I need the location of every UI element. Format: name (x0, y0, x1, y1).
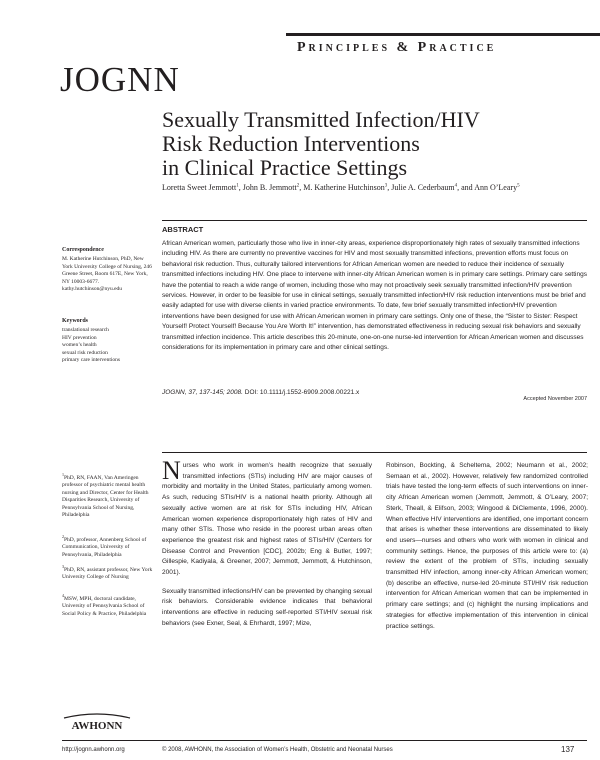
abstract-rule (162, 220, 587, 221)
affiliation-text: PhD, professor, Annenberg School of Communication, University of Pennsylvania, Philadelphia (62, 536, 147, 558)
affiliation-text: PhD, RN, assistant professor, New York University College of Nursing (62, 566, 153, 581)
author-sup: 4 (454, 183, 458, 189)
keywords-heading: Keywords (62, 318, 88, 324)
copyright: © 2008, AWHONN, the Association of Women’s Health, Obstetric and Neonatal Nurses (162, 747, 393, 753)
header-rule (286, 33, 600, 36)
body-paragraph: Sexually transmitted infections/HIV can be prevented by changing sexual risk behaviors. Considerable evidence indicates that behavioral interventions are effective in reducing self-reported STI/HIV sexual risk behaviors (see Exner, Seal, & Ehrhardt, 1997; Mize, (162, 587, 372, 627)
affiliation-sup: 3 (62, 564, 64, 569)
affiliation-3 (62, 563, 157, 582)
section-label: Principles & Practice (297, 40, 497, 55)
author-name: John B. Jemmott (242, 183, 297, 192)
author-list (162, 183, 582, 192)
body-paragraph (162, 456, 372, 579)
author-name: Ann O’Leary (474, 183, 518, 192)
keyword: translational research (62, 327, 109, 333)
abstract-heading: ABSTRACT (162, 225, 204, 234)
page-number: 137 (561, 745, 575, 754)
author-name: M. Katherine Hutchinson (303, 183, 385, 192)
body-paragraph: Robinson, Bockting, & Scheltema, 2002; Neumann et al., 2002; Semaan et al., 2002). However, relatively few randomized controlled trials have tested the long-term effects of such interventions on inner-city African American women (Jemmott, Jemmott, & O’Leary, 2007; Sterk, Theall, & Elifson, 2003; Wingood & DiClemente, 1996, 2000). When effective HIV interventions are identified, one important concern that arises is whether these interventions are disseminated to likely end users—nurses and others who work with women in clinical and community settings. Hence, the purposes of this article were to: (a) review the extent of the problem of STIs, including sexually transmitted HIV infection, among inner-city African American women; (b) describe an effective, nurse-led 20-minute STI/HIV risk reduction intervention for African American women that can be implemented in primary care settings; and (c) highlight the nursing implications and strategies for effective implementation of this intervention in clinical practice settings. (386, 462, 588, 630)
article-title (162, 108, 582, 180)
affiliation-sup: 2 (62, 534, 64, 539)
affiliation-sup: 4 (62, 593, 64, 598)
abstract-text: African American women, particularly those who live in inner-city areas, experience disproportionately high rates of sexually transmitted infections including HIV. As there are currently no preventive vaccines for HIV and most sexually transmitted infections, prevention efforts must focus on behavioral risk reduction. Thus, culturally tailored interventions for African American women are needed to reduce their incidence of sexually transmitted infections including HIV. One place to intervene with inner-city African American women is in primary care settings. Primary care settings have the potential to reach a wide range of women, including those who may not proactively seek sexually transmitted infection/HIV prevention services. However, in order to be feasible for use in clinical settings, sexually transmitted infection/HIV risk reduction interventions must be brief and easily adapted for use with diverse clients in varied practice environments. To date, few brief sexually transmitted infection/HIV prevention interventions have been designed for use with African American women in primary care settings. Only one of these, the “Sister to Sister: Respect Yourself! Protect Yourself! Because You Are Worth It!” intervention, has demonstrated effectiveness in reducing sexual risk behaviors and sexually transmitted infection incidence. This article describes this 20-minute, one-on-one nurse-led intervention for African American women and discusses considerations for its implementation in primary care and other clinical settings. (162, 240, 587, 352)
journal-url[interactable]: http://jognn.awhonn.org (62, 747, 125, 753)
title-line-3: in Clinical Practice Settings (162, 155, 408, 180)
affiliation-text: PhD, RN, FAAN, Van Ameringen professor of psychiatric mental health nursing and Director, Center for Health Disparities Research, University of Pennsylvania School of Nursing, Philadelphia (62, 474, 149, 519)
author-sep: , (387, 183, 392, 192)
journal-name: JOGNN (60, 60, 180, 99)
affiliation-4 (62, 592, 157, 618)
correspondence-heading: Correspondence (62, 247, 104, 253)
accepted-date: Accepted November 2007 (523, 396, 587, 402)
keyword: sexual risk reduction (62, 349, 108, 356)
drop-cap: N (162, 456, 181, 485)
author-sep: , and (457, 183, 475, 192)
author-sep: , (299, 183, 304, 192)
affiliation-sup: 1 (62, 472, 64, 477)
author-sup: 3 (384, 183, 388, 189)
title-line-2: Risk Reduction Interventions (162, 131, 420, 156)
affiliation-text: MSW, MPH, doctoral candidate, University of Pennsylvania School of Social Policy & Practice, Philadelphia (62, 595, 147, 617)
affiliation-2 (62, 533, 157, 559)
author-sup: 5 (517, 183, 520, 189)
title-line-1: Sexually Transmitted Infection/HIV (162, 107, 480, 132)
keyword: primary care interventions (62, 357, 121, 363)
citation (162, 389, 587, 396)
author-sep: , (238, 183, 243, 192)
keywords-list (62, 327, 154, 365)
author-sup: 1 (236, 183, 239, 189)
logo-text: AWHONN (71, 720, 123, 732)
correspondence-text: M. Katherine Hutchinson, PhD, New York University College of Nursing, 246 Greene Street, Room 617E, New York, NY 10003-6677. kathy.hutchinson@nyu.edu (62, 256, 152, 292)
body-rule (162, 452, 587, 453)
author-sup: 2 (296, 183, 300, 189)
keyword: HIV prevention (62, 334, 97, 341)
keyword: women’s health (62, 342, 97, 348)
affiliation-1 (62, 471, 157, 520)
citation-doi: DOI: 10.1111/j.1552-6909.2008.00221.x (242, 389, 360, 396)
paragraph-text: urses who work in women’s health recognize that sexually transmitted infections (STIs) including HIV are major causes of morbidity and mortality in the United States, particularly among women. As such, reducing STIs/HIV is a national health priority. Although all sexually active women are at risk for STIs including HIV, African American women experience disproportionately high rates of HIV and many other STIs. Those who reside in the poorest urban areas often experience the greatest risk and highest rates of STIs/HIV (Centers for Disease Control and Prevention [CDC], 2002b; Eng & Butler, 1997; Gillespie, Kadiyala, & Greener, 2007; Jemmott, Jemmott, & Hutchinson, 2001). (162, 462, 372, 577)
body-column-1 (162, 456, 372, 638)
author-name: Julie A. Cederbaum (391, 183, 455, 192)
body-column-2 (386, 461, 588, 640)
footer-rule (62, 740, 587, 741)
citation-journal: JOGNN, 37, 137-145; 2008. (162, 389, 243, 396)
awhonn-logo-icon (62, 712, 132, 734)
author-name: Loretta Sweet Jemmott (162, 183, 237, 192)
